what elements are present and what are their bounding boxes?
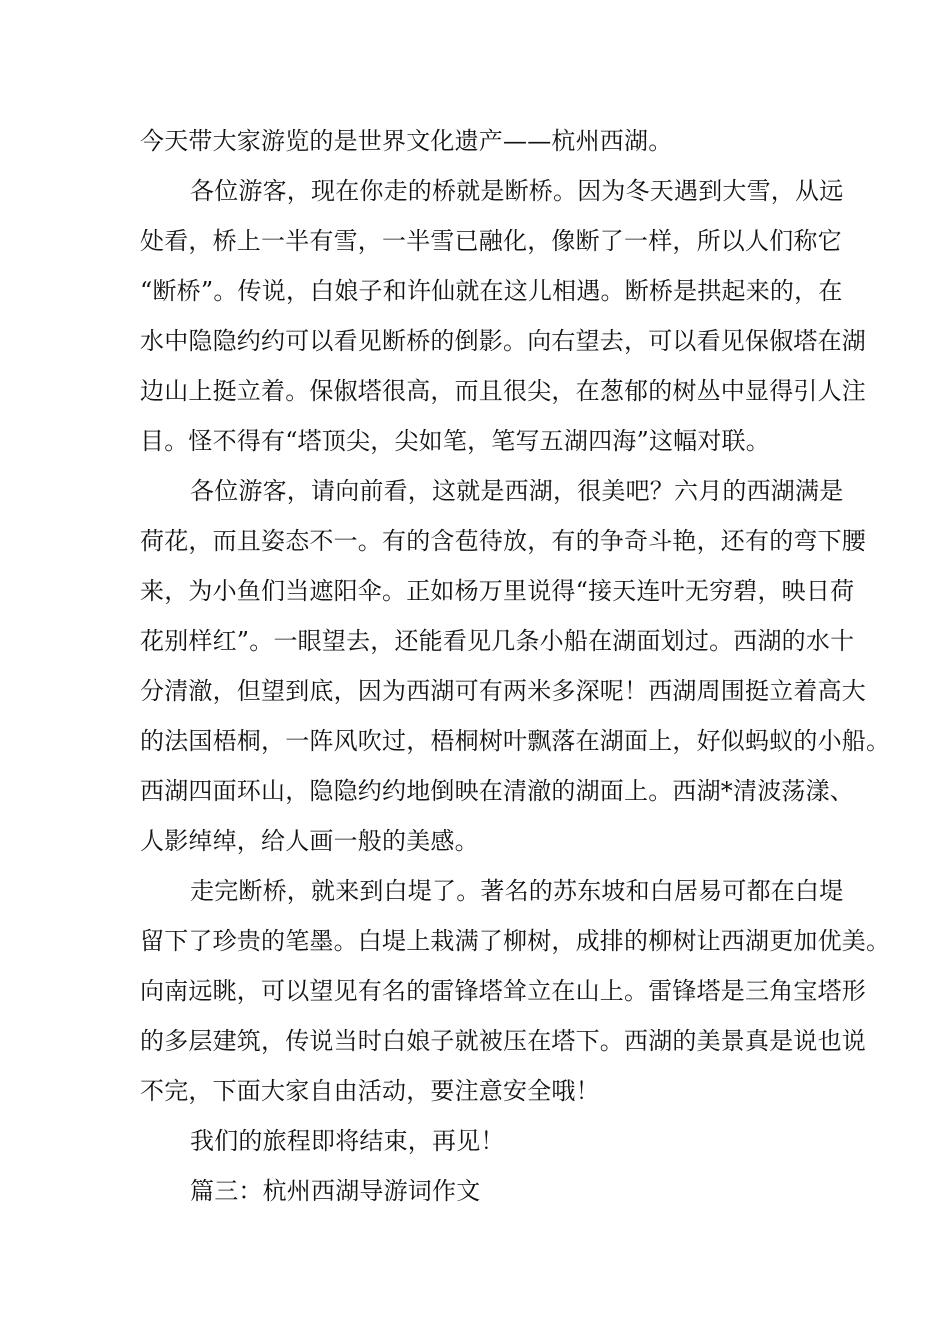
paragraph-start-line: 各位游客，现在你走的桥就是断桥。因为冬天遇到大雪，从远 (190, 177, 844, 205)
text-line: 来，为小鱼们当遮阳伞。正如杨万里说得“接天连叶无穷碧，映日荷 (140, 577, 855, 605)
text-line: 今天带大家游览的是世界文化遗产——杭州西湖。 (140, 127, 673, 155)
paragraph-start-line: 各位游客，请向前看，这就是西湖，很美吧？六月的西湖满是 (190, 477, 844, 505)
text-line: 不完，下面大家自由活动，要注意安全哦！ (140, 1077, 600, 1105)
text-line: 向南远眺，可以望见有名的雷锋塔耸立在山上。雷锋塔是三角宝塔形 (140, 977, 866, 1005)
closing-line: 我们的旅程即将结束，再见！ (190, 1127, 505, 1155)
text-line: 留下了珍贵的笔墨。白堤上栽满了柳树，成排的柳树让西湖更加优美。 (140, 927, 891, 955)
section-heading: 篇三：杭州西湖导游词作文 (190, 1177, 481, 1205)
text-line: 水中隐隐约约可以看见断桥的倒影。向右望去，可以看见保俶塔在湖 (140, 327, 866, 355)
text-line: 边山上挺立着。保俶塔很高，而且很尖，在葱郁的树丛中显得引人注 (140, 377, 866, 405)
text-line: 西湖四面环山，隐隐约约地倒映在清澈的湖面上。西湖*清波荡漾、 (140, 777, 854, 805)
text-line: 目。怪不得有“塔顶尖，尖如笔，笔写五湖四海”这幅对联。 (140, 427, 770, 455)
paragraph-start-line: 走完断桥，就来到白堤了。著名的苏东坡和白居易可都在白堤 (190, 877, 844, 905)
text-line: 分清澈，但望到底，因为西湖可有两米多深呢！西湖周围挺立着高大 (140, 677, 866, 705)
text-line: “断桥”。传说，白娘子和许仙就在这儿相遇。断桥是拱起来的，在 (140, 277, 843, 305)
text-line: 的多层建筑，传说当时白娘子就被压在塔下。西湖的美景真是说也说 (140, 1027, 866, 1055)
text-line: 处看，桥上一半有雪，一半雪已融化，像断了一样，所以人们称它 (140, 227, 842, 255)
text-line: 花别样红”。一眼望去，还能看见几条小船在湖面划过。西湖的水十 (140, 627, 855, 655)
text-line: 荷花，而且姿态不一。有的含苞待放，有的争奇斗艳，还有的弯下腰 (140, 527, 866, 555)
text-line: 的法国梧桐，一阵风吹过，梧桐树叶飘落在湖面上，好似蚂蚁的小船。 (140, 727, 891, 755)
text-line: 人影绰绰，给人画一般的美感。 (140, 827, 479, 855)
